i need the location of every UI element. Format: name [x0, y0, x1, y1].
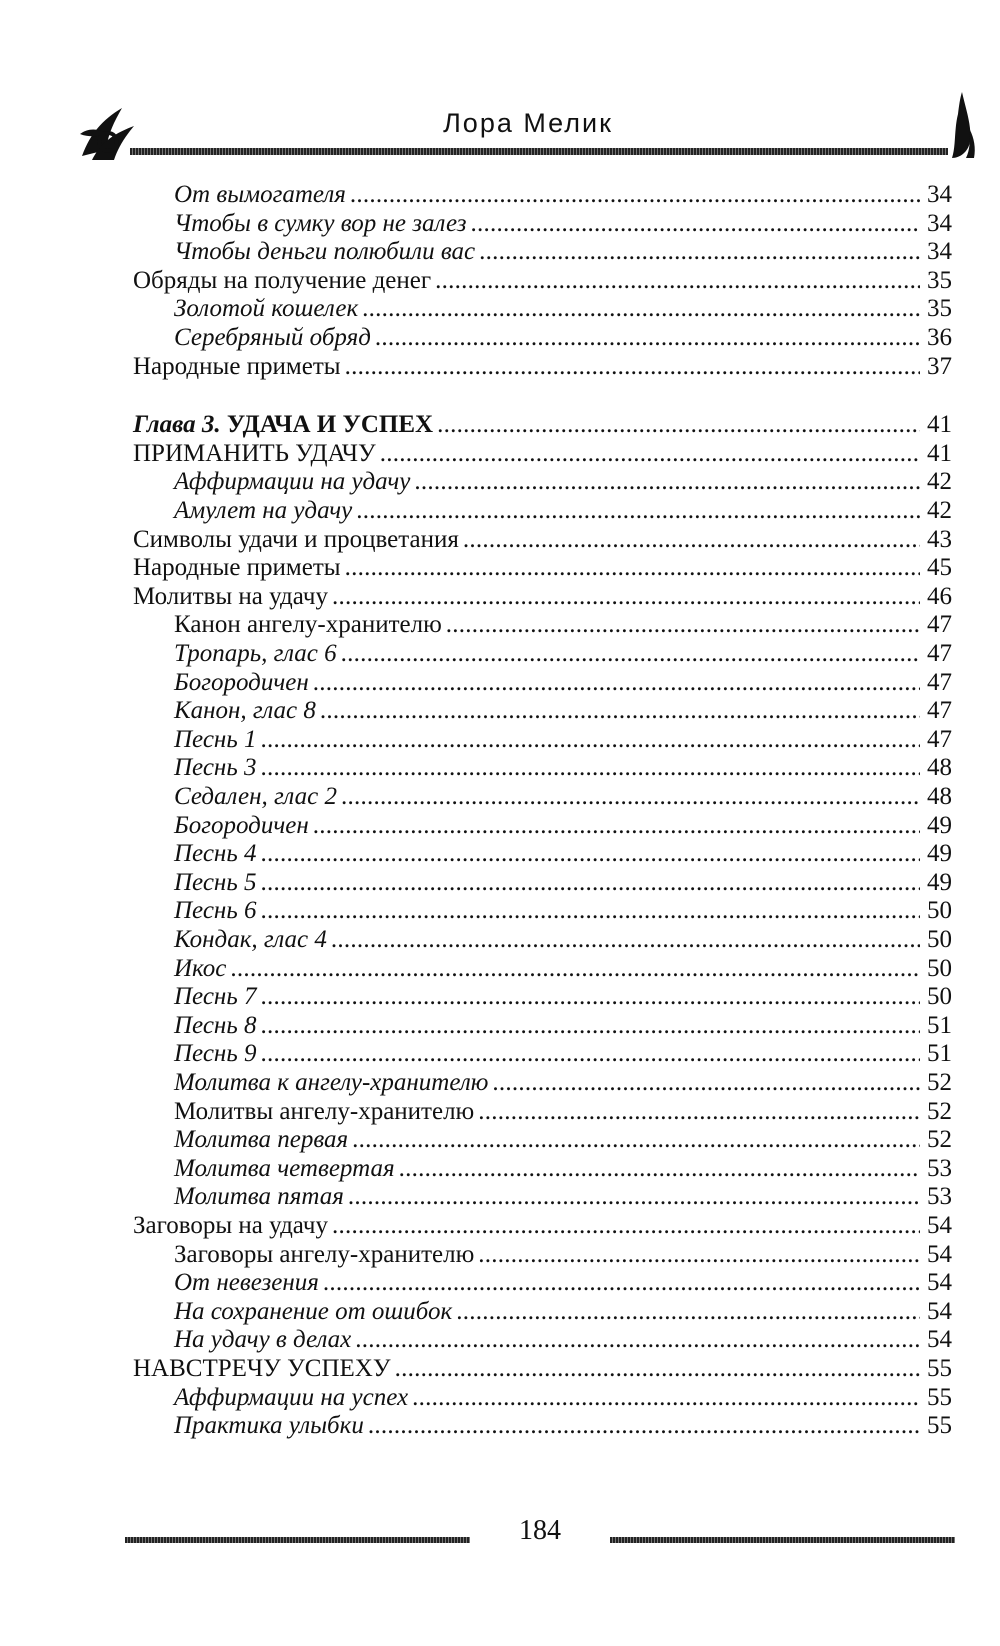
toc-entry-page: 47: [927, 611, 952, 639]
toc-entry-title: ПРИМАНИТЬ УДАЧУ: [133, 439, 376, 467]
toc-entry: [174, 496, 952, 526]
toc-entry-page: 51: [927, 1011, 952, 1039]
dot-leader: [399, 1154, 920, 1184]
running-header: [78, 90, 978, 165]
dot-leader: [230, 954, 920, 984]
toc-entry-page: 54: [927, 1269, 952, 1297]
toc-entry-page: 34: [927, 238, 952, 266]
toc-entry-page: 55: [927, 1383, 952, 1411]
dot-leader: [471, 209, 920, 239]
toc-entry-title: Народные приметы: [133, 352, 341, 380]
toc-entry-title: Песнь 6: [174, 897, 257, 925]
toc-entry-page: 41: [927, 439, 952, 467]
toc-entry-title: [133, 410, 433, 440]
footer-rule-right: [610, 1537, 955, 1543]
toc-entry: [174, 323, 952, 353]
toc-entry-title: Молитва четвертая: [174, 1154, 395, 1182]
dot-leader: [323, 1268, 920, 1298]
header-rule: [130, 148, 948, 155]
chapter-name: УДАЧА И УСПЕХ: [226, 411, 434, 439]
toc-entry-title: На удачу в делах: [174, 1326, 352, 1354]
toc-entry-page: 55: [927, 1355, 952, 1382]
toc-entry: [174, 1325, 952, 1355]
toc-entry: [174, 1240, 952, 1270]
toc-entry-page: 50: [927, 983, 952, 1011]
page-number: 184: [519, 1515, 561, 1546]
dot-leader: [355, 1325, 920, 1355]
dot-leader: [492, 1068, 920, 1098]
toc-entry: [174, 1182, 952, 1212]
toc-entry: [174, 467, 952, 497]
toc-entry: [174, 725, 952, 755]
toc-entry-page: 52: [927, 1097, 952, 1125]
toc-entry-title: Молитва первая: [174, 1126, 349, 1154]
toc-entry-title: Молитвы на удачу: [133, 582, 328, 610]
toc-entry-title: Аффирмации на удачу: [174, 468, 411, 496]
toc-entry-title: Тропарь, глас 6: [174, 640, 337, 667]
toc-entry-title: Чтобы деньги полюбили вас: [174, 238, 476, 266]
toc-entry: [174, 1068, 952, 1098]
toc-entry: [174, 610, 952, 640]
toc-entry: [133, 266, 952, 296]
toc-entry-title: НАВСТРЕЧУ УСПЕХУ: [133, 1355, 391, 1382]
toc-entry: [174, 868, 952, 898]
dot-leader: [463, 525, 920, 555]
dot-leader: [341, 639, 920, 669]
toc-entry: [174, 1011, 952, 1041]
toc-entry-title: Песнь 4: [174, 840, 257, 868]
dot-leader: [332, 582, 920, 612]
toc-entry-title: Молитва пятая: [174, 1183, 344, 1211]
toc-entry-title: От невезения: [174, 1269, 319, 1297]
dot-leader: [362, 294, 920, 324]
toc-entry-title: Заговоры на удачу: [133, 1212, 328, 1239]
toc-entry-title: Серебряный обряд: [174, 324, 371, 351]
toc-entry-page: 48: [927, 783, 952, 810]
dot-leader: [260, 868, 920, 898]
dot-leader: [331, 925, 920, 955]
toc-entry-title: Песнь 7: [174, 983, 257, 1011]
toc-entry: [174, 1125, 952, 1155]
toc-entry: [174, 209, 952, 239]
toc-entry-title: Богородичен: [174, 668, 309, 696]
toc-entry-title: Песнь 8: [174, 1011, 257, 1039]
dot-leader: [395, 1354, 920, 1384]
dot-leader: [375, 323, 920, 353]
toc-entry: [174, 1297, 952, 1327]
dot-leader: [456, 1297, 920, 1327]
toc-entry: [174, 668, 952, 698]
dot-leader: [345, 352, 920, 382]
toc-entry-page: 51: [927, 1040, 952, 1068]
toc-entry-title: Икос: [174, 954, 227, 982]
toc-entry-title: Золотой кошелек: [174, 295, 359, 323]
toc-entry-page: 50: [927, 954, 952, 982]
toc-entry-title: Кондак, глас 4: [174, 926, 327, 953]
toc-entry-title: Песнь 5: [174, 868, 257, 896]
toc-entry: [174, 1411, 952, 1441]
toc-entry: [174, 896, 952, 926]
toc-entry-page: 42: [927, 468, 952, 496]
toc-entry-page: 54: [927, 1212, 952, 1239]
dot-leader: [352, 1125, 920, 1155]
dot-leader: [260, 896, 920, 926]
toc-entry-title: Обряды на получение денег: [133, 266, 432, 294]
chapter-label: Глава 3.: [133, 411, 221, 439]
toc-entry: [133, 525, 952, 555]
toc-entry-page: 52: [927, 1126, 952, 1154]
toc-entry: [174, 1383, 952, 1413]
toc-entry-page: 35: [927, 295, 952, 323]
dot-leader: [478, 1240, 920, 1270]
toc-entry-page: 54: [927, 1326, 952, 1354]
toc-entry: [133, 439, 952, 469]
dot-leader: [313, 811, 920, 841]
toc-entry-title: От вымогателя: [174, 181, 346, 208]
dot-leader: [356, 496, 920, 526]
dot-leader: [412, 1383, 920, 1413]
toc-entry-page: 34: [927, 181, 952, 208]
toc-entry-title: Чтобы в сумку вор не залез: [174, 209, 467, 237]
toc-entry-page: 37: [927, 352, 952, 380]
dot-leader: [260, 839, 920, 869]
toc-entry-page: 36: [927, 324, 952, 351]
dot-leader: [320, 696, 920, 726]
toc-entry-title: Амулет на удачу: [174, 497, 353, 524]
toc-entry: [174, 639, 952, 669]
dot-leader: [435, 266, 920, 296]
toc-entry-title: Канон ангелу-хранителю: [174, 611, 442, 639]
toc-entry-page: 47: [927, 668, 952, 696]
toc-entry: [174, 294, 952, 324]
toc-entry-page: 47: [927, 725, 952, 753]
toc-entry-page: 54: [927, 1297, 952, 1325]
toc-entry-title: На сохранение от ошибок: [174, 1297, 453, 1325]
toc-entry: [174, 782, 952, 812]
dot-leader: [260, 1039, 920, 1069]
toc-entry-page: 53: [927, 1154, 952, 1182]
toc-entry: [133, 553, 952, 583]
dot-leader: [348, 1182, 920, 1212]
toc-entry: [174, 1268, 952, 1298]
toc-entry-title: Молитвы ангелу-хранителю: [174, 1097, 475, 1125]
dot-leader: [478, 1097, 920, 1127]
dot-leader: [341, 782, 920, 812]
dot-leader: [368, 1411, 920, 1441]
toc-entry: [174, 839, 952, 869]
toc-entry: [174, 925, 952, 955]
running-header-title: Лора Мелик: [443, 108, 613, 138]
toc-entry-page: 35: [927, 266, 952, 294]
toc-entry: [133, 1211, 952, 1241]
toc-entry: [174, 1154, 952, 1184]
toc-entry-page: 50: [927, 897, 952, 925]
toc-entry-title: Аффирмации на успех: [174, 1383, 409, 1411]
toc-entry: [174, 1039, 952, 1069]
toc-entry-page: 53: [927, 1183, 952, 1211]
dot-leader: [414, 467, 920, 497]
dot-leader: [350, 180, 920, 210]
dot-leader: [260, 753, 920, 783]
toc-entry-title: Песнь 3: [174, 754, 257, 782]
toc-entry: [174, 982, 952, 1012]
toc-entry-title: Канон, глас 8: [174, 697, 316, 725]
toc-entry-title: Символы удачи и процветания: [133, 525, 459, 553]
toc-entry-title: Богородичен: [174, 811, 309, 839]
toc-entry-page: 50: [927, 926, 952, 953]
toc-entry-page: 43: [927, 525, 952, 553]
dot-leader: [446, 610, 920, 640]
dot-leader: [437, 410, 920, 440]
toc-entry-title: Песнь 1: [174, 725, 257, 753]
dot-leader: [313, 668, 920, 698]
toc-entry-page: 42: [927, 497, 952, 524]
toc-entry: [174, 180, 952, 210]
toc-entry-page: 54: [927, 1240, 952, 1268]
toc-entry-page: 46: [927, 582, 952, 610]
toc-entry-title: Молитва к ангелу-хранителю: [174, 1069, 489, 1096]
toc-entry-page: 49: [927, 811, 952, 839]
toc-entry-page: 48: [927, 754, 952, 782]
toc-entry: [174, 954, 952, 984]
toc-entry: [133, 582, 952, 612]
toc-entry: [174, 1097, 952, 1127]
dot-leader: [380, 439, 920, 469]
dot-leader: [479, 237, 920, 267]
toc-entry-title: Заговоры ангелу-хранителю: [174, 1240, 475, 1268]
toc-entry: [133, 352, 952, 382]
toc-entry-title: Седален, глас 2: [174, 783, 337, 810]
toc-entry: [174, 237, 952, 267]
ornament-right-icon: [946, 90, 978, 162]
toc-entry-title: Практика улыбки: [174, 1412, 364, 1440]
toc-entry: [174, 811, 952, 841]
toc-entry-page: 49: [927, 840, 952, 868]
toc-chapter-row: [133, 410, 952, 440]
toc-entry-page: 34: [927, 209, 952, 237]
dot-leader: [260, 1011, 920, 1041]
toc-entry: [174, 753, 952, 783]
toc-entry-page: 47: [927, 697, 952, 725]
dot-leader: [260, 982, 920, 1012]
toc-entry-page: 41: [927, 411, 952, 439]
dot-leader: [260, 725, 920, 755]
page-footer: [125, 1515, 955, 1555]
toc-entry-title: Народные приметы: [133, 554, 341, 582]
toc-entry: [133, 1354, 952, 1384]
toc-entry-title: Песнь 9: [174, 1040, 257, 1068]
toc-entry-page: 45: [927, 554, 952, 582]
toc-entry-page: 55: [927, 1412, 952, 1440]
dot-leader: [332, 1211, 920, 1241]
toc-entry-page: 52: [927, 1069, 952, 1096]
toc-entry: [174, 696, 952, 726]
toc-entry-page: 47: [927, 640, 952, 667]
dot-leader: [345, 553, 920, 583]
toc-entry-page: 49: [927, 868, 952, 896]
